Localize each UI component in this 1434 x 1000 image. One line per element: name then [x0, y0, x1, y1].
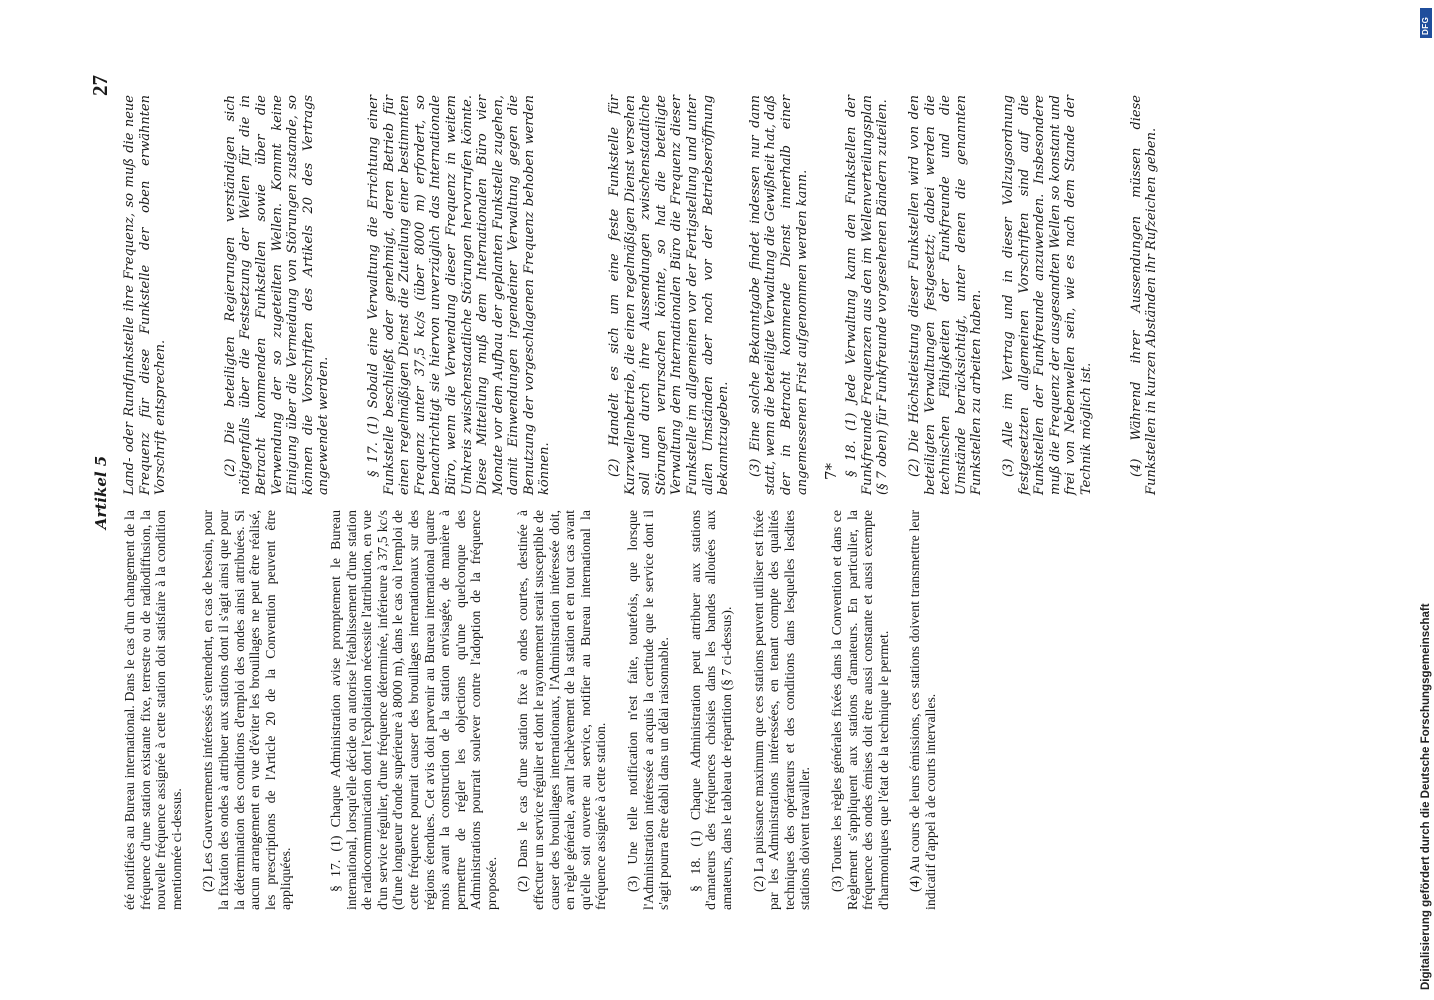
signature-mark: 7* — [822, 462, 840, 480]
fr-paragraph: (2) Dans le cas d'une station fixe à ondes courtes, destinée à effectuer un service régulier et dont le rayonnement serait susceptible de causer des brouillages internationaux, l'Administration intéressée doit, en règle générale, avant l'achèvement de la station et en tout cas avant qu'elle soit ouverte au service, notifier au Bureau international la fréquence assignée à cette station. — [515, 510, 609, 910]
page-heading: Artikel 5 — [92, 455, 110, 530]
fr-paragraph: (2) Les Gouvernements intéressés s'entendent, en cas de besoin, pour la fixation des ondes à attribuer aux stations dont il s'agit ainsi que pour la détermination des conditions d'emploi des ondes ainsi attribuées. Si aucun arrangement en vue d'éviter les brouillages ne peut être réalisé, les prescriptions de l'Article 20 de la Convention peuvent être appliquées. — [200, 510, 294, 910]
fr-paragraph: (4) Au cours de leurs émissions, ces stations doivent transmettre leur indicatif d'appel à de courts intervalles. — [907, 510, 938, 910]
de-paragraph: (4) Während ihrer Aussendungen müssen diese Funkstellen in kurzen Abständen ihr Rufzeichen geben. — [1128, 95, 1160, 495]
de-paragraph: § 18. (1) Jede Verwaltung kann den Funkstellen der Funkfreunde Frequenzen aus den im Wellenverteilungsplan (§ 7 oben) für Funkfreunde vorgesehenen Bändern zuteilen. — [844, 95, 891, 495]
fr-paragraph: (3) Toutes les règles générales fixées dans la Convention et dans ce Règlement s'appliquent aux stations d'amateurs. En particulier, la fréquence des ondes émises doit être aussi constante et aussi exempte d'harmoniques que l'état de la technique le permet. — [828, 510, 891, 910]
dfg-logo-text: DFG — [1421, 16, 1430, 35]
de-paragraph: (2) Die beteiligten Regierungen verständigen sich nötigenfalls über die Festsetzung der Wellen für die in Betracht kommenden Funkstellen sowie über die Verwendung der so zugeteilten Wellen. Kommt keine Einigung über die Vermeidung von Störungen zustande, so können die Vorschriften des Artikels 20 des Vertrags angewendet werden. — [222, 95, 332, 495]
de-paragraph: Land- oder Rundfunkstelle ihre Frequenz, so muß die neue Frequenz für diese Funkstelle der oben erwähnten Vorschrift entsprechen. — [122, 95, 169, 495]
de-paragraph: (2) Die Höchstleistung dieser Funkstellen wird von den beteiligten Verwaltungen festgesetzt; dabei werden die technischen Fähigkeiten der Funkfreunde und die Umstände berücksichtigt, unter denen die genannten Funkstellen zu arbeiten haben. — [906, 95, 985, 495]
fr-paragraph: § 18. (1) Chaque Administration peut attribuer aux stations d'amateurs des fréquences choisies dans les bandes allouées aux amateurs, dans le tableau de répartition (§ 7 ci-dessus). — [687, 510, 734, 910]
de-paragraph: (2) Handelt es sich um eine feste Funkstelle für Kurzwellenbetrieb, die einen regelmäßigen Dienst versehen soll und durch ihre Aussendungen zwischenstaatliche Störungen verursachen könnte, so hat die beteiligte Verwaltung dem Internationalen Büro die Frequenz dieser Funkstelle im allgemeinen vor der Fertigstellung und unter allen Umständen aber noch vor der Betriebseröffnung bekanntzugeben. — [607, 95, 732, 495]
fr-paragraph: § 17. (1) Chaque Administration avise promptement le Bureau international, lorsqu'elle décide ou autorise l'établissement d'une station de radiocommunication dont l'exploitation nécessite l'attribution, en vue d'un service régulier, d'une fréquence déterminée, inférieure à 37,5 kc/s (d'une longueur d'onde supérieure à 8000 m), dans le cas où l'emploi de cette fréquence pourrait causer des brouillages internationaux sur des régions étendues. Cet avis doit parvenir au Bureau international quatre mois avant la construction de la station envisagée, de manière à permettre de régler les objections qu'une quelconque des Administrations pourrait soulever contre l'adoption de la fréquence proposée. — [327, 510, 499, 910]
de-paragraph: (3) Eine solche Bekanntgabe findet indessen nur dann statt, wenn die beteiligte Verwaltung die Gewißheit hat, daß der in Betracht kommende Dienst innerhalb einer angemessenen Frist aufgenommen werden kann. — [747, 95, 810, 495]
page-number: 27 — [88, 75, 112, 96]
german-column — [122, 95, 1160, 495]
de-paragraph: § 17. (1) Sobald eine Verwaltung die Errichtung einer Funkstelle beschließt oder genehmigt, deren Betrieb für einen regelmäßigen Dienst die Zuteilung einer bestimmten Frequenz unter 37,5 kc/s (über 8000 m) erfordert, so benachrichtigt sie hiervon unverzüglich das Internationale Büro, wenn die Verwendung dieser Frequenz in weitem Umkreis zwischenstaatliche Störungen hervorrufen könnte. Diese Mitteilung muß dem Internationalen Büro vier Monate vor dem Aufbau der geplanten Funkstelle zugehen, damit Einwendungen irgendeiner Verwaltung gegen die Benutzung der vorgeschlagenen Frequenz behoben werden können. — [365, 95, 553, 495]
fr-paragraph: (3) Une telle notification n'est faite, toutefois, que lorsque l'Administration intéressée a acquis la certitude que le service dont il s'agit pourra être établi dans un délai raisonnable. — [625, 510, 672, 910]
de-paragraph: (3) Alle im Vertrag und in dieser Vollzugsordnung festgesetzten allgemeinen Vorschriften sind auf die Funkstellen der Funkfreunde anzuwenden. Insbesondere muß die Frequenz der ausgesandten Wellen so konstant und frei von Nebenwellen sein, wie es nach dem Stande der Technik möglich ist. — [1000, 95, 1094, 495]
digitization-note: Digitalisierung gefördert durch die Deutsche Forschungsgemeinschaft — [1420, 603, 1432, 990]
french-column — [122, 510, 939, 910]
page-header — [88, 75, 116, 910]
fr-paragraph: été notifiées au Bureau international. Dans le cas d'un changement de la fréquence d'une station existante fixe, terrestre ou de radiodiffusion, la nouvelle fréquence assignée à cette station doit satisfaire à la condition mentionnée ci-dessus. — [122, 510, 184, 910]
fr-paragraph: (2) La puissance maximum que ces stations peuvent utiliser est fixée par les Administrations intéressées, en tenant compte des qualités techniques des opérateurs et des conditions dans lesquelles lesdites stations doivent travailler. — [750, 510, 813, 910]
